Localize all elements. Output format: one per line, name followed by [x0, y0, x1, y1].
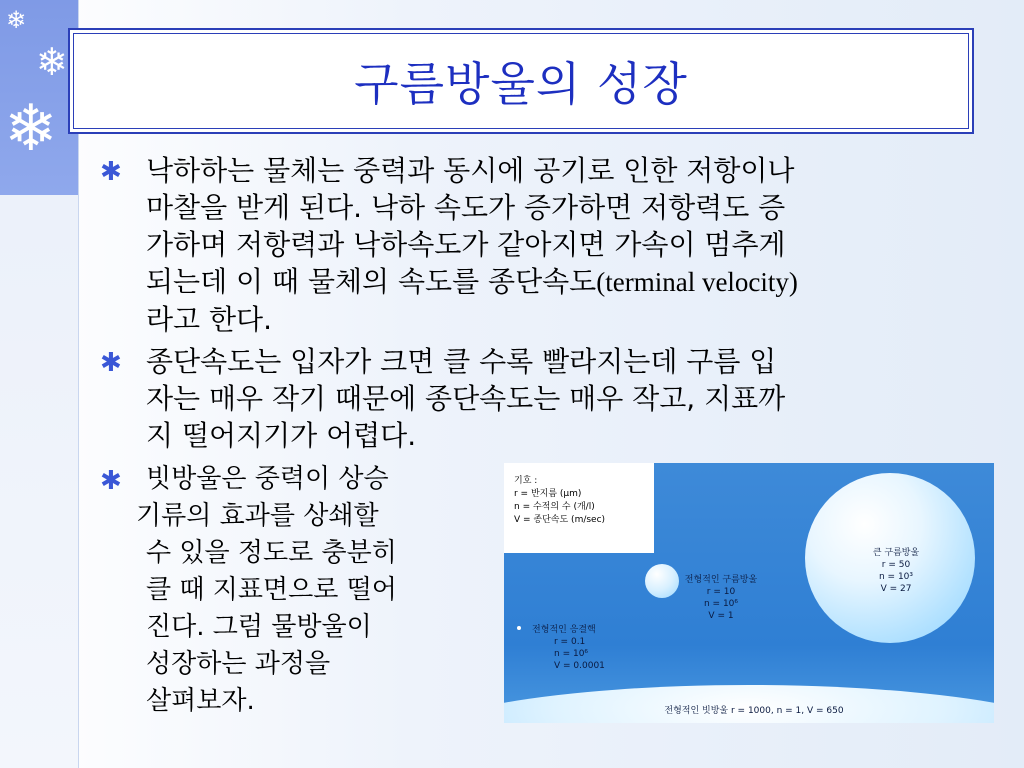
typical-drop-label [676, 574, 766, 622]
asterisk-bullet-icon: ✱ [100, 157, 122, 187]
bullet-line: 살펴보자. [146, 686, 255, 716]
bullet-line: 진다. 그럼 물방울이 [146, 612, 372, 642]
label-line: 큰 구름방울 [872, 548, 920, 558]
bullet-line: 자는 매우 작기 때문에 종단속도는 매우 작고, 지표까 [146, 382, 786, 415]
label-line: V = 27 [880, 584, 912, 594]
droplet-size-figure [504, 463, 994, 723]
bullet-line: 낙하하는 물체는 중력과 동시에 공기로 인한 저항이나 [146, 154, 795, 187]
condensation-nucleus [517, 626, 521, 630]
asterisk-bullet-icon: ✱ [100, 348, 122, 378]
bullet-line: 지 떨어지기가 어렵다. [146, 419, 417, 452]
title-box [68, 28, 974, 134]
label-line: n = 10⁶ [703, 599, 739, 609]
typical-cloud-drop [645, 564, 679, 598]
raindrop-label: 전형적인 빗방울 r = 1000, n = 1, V = 650 [664, 706, 844, 716]
bullet-line: 라고 한다. [146, 303, 272, 336]
snowflake-band [0, 0, 78, 195]
bullet-raindrop-fall [100, 461, 486, 720]
bullet-line: 수 있을 정도로 충분히 [146, 538, 397, 568]
snowflake-icon: ❄ [4, 92, 58, 166]
bullet-line: 마찰을 받게 된다. 낙하 속도가 증가하면 저항력도 증 [146, 191, 786, 224]
bullet-line: 가하며 저항력과 낙하속도가 같아지면 가속이 멈추게 [146, 228, 786, 261]
bullet-line: 클 때 지표면으로 떨어 [146, 575, 397, 605]
large-drop-label [856, 547, 936, 595]
bullet-line: 기류의 효과를 상쇄할 [136, 501, 379, 531]
bullet-line: 종단속도는 입자가 크면 클 수록 빨라지는데 구름 입 [146, 345, 777, 378]
asterisk-bullet-icon: ✱ [100, 466, 122, 496]
bullet-line: 빗방울은 중력이 상승 [146, 464, 389, 494]
bullet-line [146, 263, 976, 301]
snowflake-icon: ❄ [6, 6, 27, 34]
legend-line: V = 종단속도 (m/sec) [514, 515, 606, 525]
label-line: n = 10⁶ [554, 649, 589, 659]
ground-surface [504, 685, 994, 723]
english-term: (terminal velocity) [596, 267, 798, 297]
legend-line: 기호 : [514, 476, 538, 486]
bullet-text: 되는데 이 때 물체의 속도를 종단속도 [146, 265, 597, 298]
label-line: n = 10³ [878, 572, 914, 582]
label-line: 전형적인 구름방울 [684, 575, 758, 585]
figure-legend [504, 463, 654, 553]
legend-line: n = 수적의 수 (개/l) [514, 502, 595, 512]
snowflake-icon: ❄ [36, 40, 68, 84]
label-line: r = 10 [706, 587, 736, 597]
bullet-cloud-particle-speed [100, 343, 976, 454]
label-line: r = 0.1 [554, 637, 586, 647]
bullet-terminal-velocity [100, 152, 976, 338]
label-line: V = 0.0001 [554, 661, 605, 671]
label-line: V = 1 [708, 611, 734, 621]
condensation-nucleus-label [532, 624, 612, 672]
legend-line: r = 반지름 (μm) [514, 489, 582, 499]
label-line: r = 50 [881, 560, 911, 570]
label-line: 전형적인 응결핵 [532, 625, 596, 635]
bullet-line: 성장하는 과정을 [146, 649, 331, 679]
slide-title: 구름방울의 성장 [354, 57, 688, 111]
